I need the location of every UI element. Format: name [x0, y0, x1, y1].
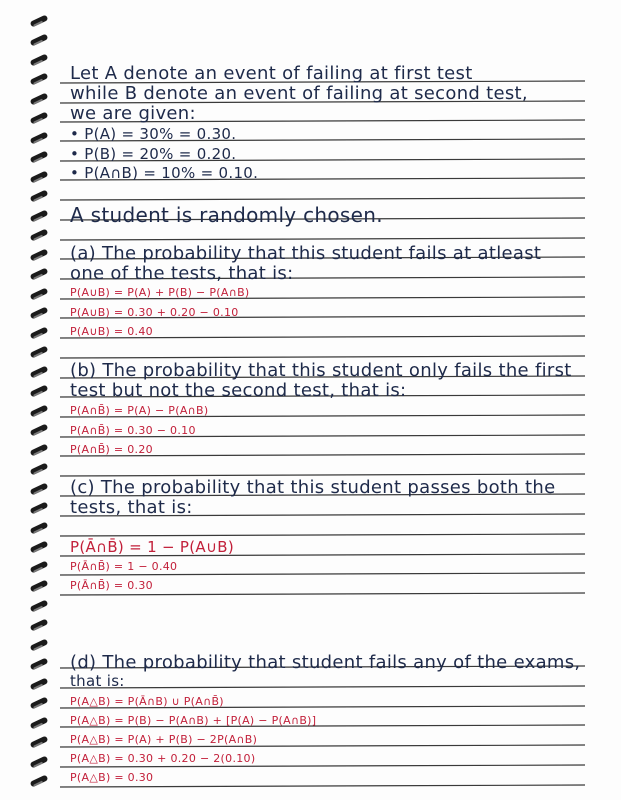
part-b-step-3: P(A∩B̄) = 0.20 [70, 443, 153, 456]
part-d-step-1: P(A△B) = P(Ā∩B) ∪ P(A∩B̄) [70, 695, 224, 708]
given-p-a: • P(A) = 30% = 0.30. [70, 125, 236, 143]
part-b-question-2: test but not the second test, that is: [70, 380, 407, 401]
part-a-step-3: P(A∪B) = 0.40 [70, 325, 153, 338]
part-c-question-1: (c) The probability that this student passes both the [70, 477, 556, 498]
part-d-step-2: P(A△B) = P(B) − P(A∩B) + [P(A) − P(A∩B)] [70, 714, 317, 727]
part-a-step-2: P(A∪B) = 0.30 + 0.20 − 0.10 [70, 306, 239, 319]
part-c-step-3: P(Ā∩B̄) = 0.30 [70, 579, 153, 592]
part-a-question-1: (a) The probability that this student fails at atleast [70, 243, 542, 264]
given-p-b: • P(B) = 20% = 0.20. [70, 145, 236, 163]
intro-line-1: Let A denote an event of failing at first test [70, 63, 473, 84]
intro-line-3: we are given: [70, 103, 196, 124]
part-d-step-4: P(A△B) = 0.30 + 0.20 − 2(0.10) [70, 752, 256, 765]
student-chosen: A student is randomly chosen. [70, 203, 383, 227]
part-c-question-2: tests, that is: [70, 497, 193, 518]
intro-line-2: while B denote an event of failing at second test, [70, 83, 528, 104]
part-a-step-1: P(A∪B) = P(A) + P(B) − P(A∩B) [70, 286, 250, 299]
part-c-step-2: P(Ā∩B̄) = 1 − 0.40 [70, 560, 178, 573]
part-d-question-2: that is: [70, 672, 125, 690]
part-a-question-2: one of the tests, that is: [70, 263, 294, 284]
part-d-step-5: P(A△B) = 0.30 [70, 771, 154, 784]
given-p-a-and-b: • P(A∩B) = 10% = 0.10. [70, 164, 258, 182]
part-d-step-3: P(A△B) = P(A) + P(B) − 2P(A∩B) [70, 733, 258, 746]
part-b-step-1: P(A∩B̄) = P(A) − P(A∩B) [70, 404, 209, 417]
part-b-question-1: (b) The probability that this student only fails the first [70, 360, 572, 381]
spiral-binding [30, 0, 70, 800]
part-b-step-2: P(A∩B̄) = 0.30 − 0.10 [70, 424, 196, 437]
part-d-question-1: (d) The probability that student fails any of the exams, [70, 652, 581, 673]
part-c-step-1: P(Ā∩B̄) = 1 − P(A∪B) [70, 538, 235, 556]
